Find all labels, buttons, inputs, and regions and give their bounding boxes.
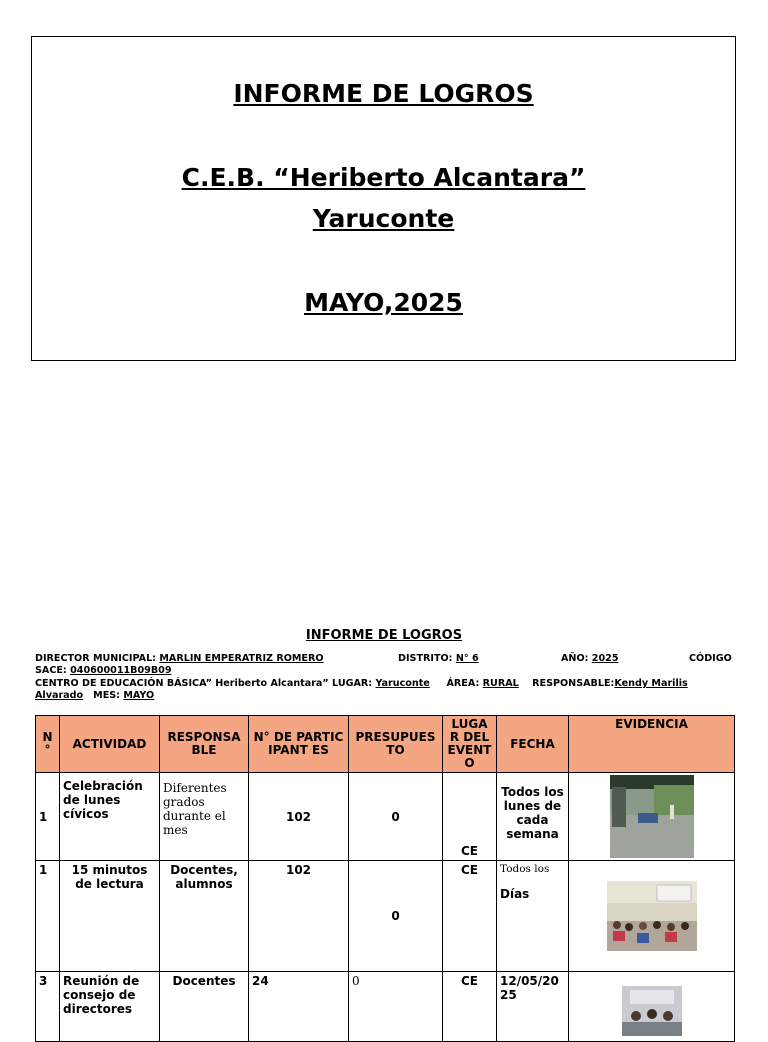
responsible-value-1: Kendy Marilis <box>614 678 688 689</box>
cover-place: Yaruconte <box>312 204 455 233</box>
cover-box <box>31 36 736 361</box>
year-value: 2025 <box>591 653 619 664</box>
table-row: 1 Celebración de lunes cívicos Diferentes grados durante el mes 102 0 CE Todos los lunes de cada semana <box>36 773 735 861</box>
table-row: 1 15 minutos de lectura Docentes, alumnos 102 0 CE Todos los Días <box>36 861 735 972</box>
header-evidence: EVIDENCIA <box>569 716 735 773</box>
district-value: N° 6 <box>455 653 479 664</box>
responsible-value-2: Alvarado <box>35 690 84 701</box>
meta-line-3: CENTRO DE EDUCACIÓN BÁSICA” Heriberto Alcantara” LUGAR: Yaruconte ÁREA: RURAL RESPONSABLE:Kendy Marilis <box>35 678 688 689</box>
achievements-table <box>35 715 735 1042</box>
evidence-photo-3 <box>622 986 682 1036</box>
evidence-photo-1 <box>610 775 694 858</box>
evidence-cell <box>569 861 735 972</box>
table-row: 3 Reunión de consejo de directores Docentes 24 0 CE 12/05/2025 <box>36 972 735 1042</box>
meta-line-2: SACE: 040600011B09B09 <box>35 665 172 676</box>
cover-date: MAYO,2025 <box>304 288 463 317</box>
month-value: MAYO <box>123 690 155 701</box>
evidence-cell <box>569 773 735 861</box>
header-participants: N° DE PARTICIPANT ES <box>249 716 349 773</box>
evidence-cell <box>569 972 735 1042</box>
meta-line-1: DIRECTOR MUNICIPAL: MARLIN EMPERATRIZ ROMERO DISTRITO: N° 6 AÑO: 2025 CÓDIGO <box>35 653 732 664</box>
header-date: FECHA <box>497 716 569 773</box>
report-title: INFORME DE LOGROS <box>305 628 463 643</box>
director-name: MARLIN EMPERATRIZ ROMERO <box>159 653 324 664</box>
cover-title: INFORME DE LOGROS <box>233 79 534 108</box>
evidence-photo-2 <box>607 881 697 951</box>
area-value: RURAL <box>482 678 519 689</box>
header-budget: PRESUPUES TO <box>349 716 443 773</box>
header-venue: LUGA R DEL EVENT O <box>443 716 497 773</box>
place-value: Yaruconte <box>375 678 430 689</box>
header-activity: ACTIVIDAD <box>60 716 160 773</box>
cover-school: C.E.B. “Heriberto Alcantara” <box>181 163 586 192</box>
sace-value: 040600011B09B09 <box>70 665 172 676</box>
header-num: N ° <box>36 716 60 773</box>
meta-line-4: Alvarado MES: MAYO <box>35 690 155 701</box>
header-responsible: RESPONSA BLE <box>160 716 249 773</box>
table-header-row <box>36 716 735 773</box>
